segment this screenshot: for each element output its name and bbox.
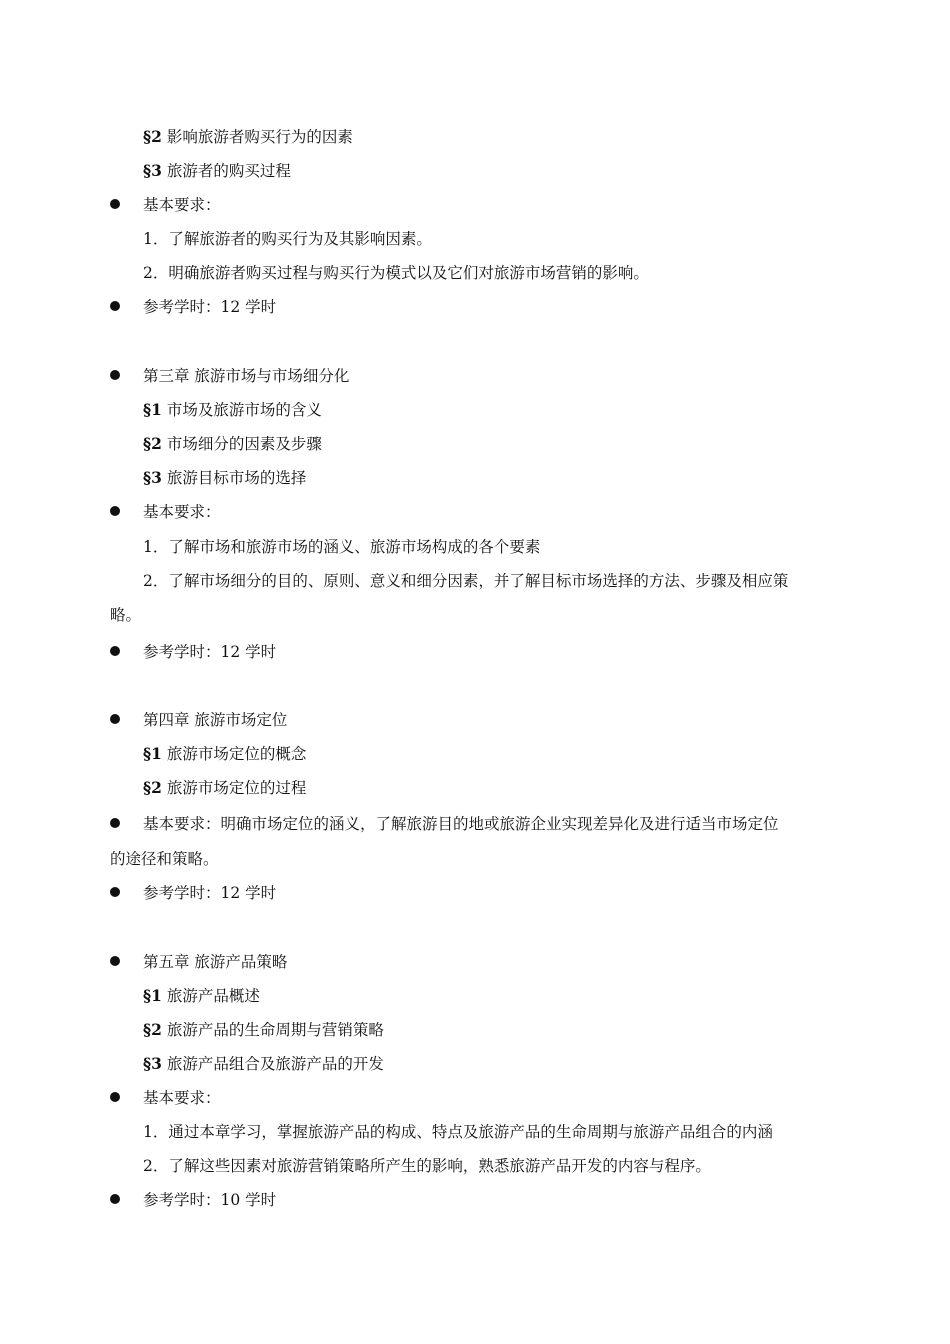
bullet-icon bbox=[110, 887, 120, 897]
requirement-item: 1．通过本章学习，掌握旅游产品的构成、特点及旅游产品的生命周期与旅游产品组合的内涵 bbox=[143, 1123, 773, 1141]
bullet-icon bbox=[110, 506, 120, 516]
bullet-item: 基本要求：明确市场定位的涵义，了解旅游目的地或旅游企业实现差异化及进行适当市场定位 bbox=[110, 813, 850, 835]
bullet-item: 参考学时：12 学时 bbox=[110, 882, 850, 904]
bullet-item: 参考学时：12 学时 bbox=[110, 296, 850, 318]
chapter-heading: 第五章 旅游产品策略 bbox=[110, 951, 850, 973]
section-item: §2 市场细分的因素及步骤 bbox=[143, 434, 322, 453]
bullet-item: 基本要求： bbox=[110, 501, 850, 523]
section-item: §1 旅游产品概述 bbox=[143, 986, 260, 1005]
bullet-icon bbox=[110, 1092, 120, 1102]
bullet-icon bbox=[110, 956, 120, 966]
section-item: §3 旅游目标市场的选择 bbox=[143, 468, 307, 487]
requirement-item: 1．了解市场和旅游市场的涵义、旅游市场构成的各个要素 bbox=[143, 538, 541, 556]
section-item: §1 旅游市场定位的概念 bbox=[143, 744, 307, 763]
section-item: §3 旅游产品组合及旅游产品的开发 bbox=[143, 1054, 384, 1073]
bullet-icon bbox=[110, 714, 120, 724]
section-item: §1 市场及旅游市场的含义 bbox=[143, 400, 322, 419]
bullet-icon bbox=[110, 1194, 120, 1204]
bullet-icon bbox=[110, 646, 120, 656]
bullet-icon bbox=[110, 301, 120, 311]
section-item: §3 旅游者的购买过程 bbox=[143, 161, 291, 180]
requirement-continuation: 的途径和策略。 bbox=[110, 850, 219, 868]
section-item: §2 旅游市场定位的过程 bbox=[143, 778, 307, 797]
bullet-item: 参考学时：10 学时 bbox=[110, 1189, 850, 1211]
bullet-icon bbox=[110, 370, 120, 380]
requirement-item: 2．明确旅游者购买过程与购买行为模式以及它们对旅游市场营销的影响。 bbox=[143, 264, 649, 282]
requirement-item: 2．了解市场细分的目的、原则、意义和细分因素，并了解目标市场选择的方法、步骤及相应策 bbox=[143, 572, 789, 590]
bullet-item: 基本要求： bbox=[110, 1087, 850, 1109]
chapter-heading: 第三章 旅游市场与市场细分化 bbox=[110, 365, 850, 387]
bullet-icon bbox=[110, 199, 120, 209]
section-item: §2 旅游产品的生命周期与营销策略 bbox=[143, 1020, 384, 1039]
requirement-item: 1．了解旅游者的购买行为及其影响因素。 bbox=[143, 230, 432, 248]
chapter-heading: 第四章 旅游市场定位 bbox=[110, 709, 850, 731]
requirement-continuation: 略。 bbox=[110, 606, 142, 624]
bullet-icon bbox=[110, 818, 120, 828]
bullet-item: 基本要求： bbox=[110, 194, 850, 216]
bullet-item: 参考学时：12 学时 bbox=[110, 641, 850, 663]
section-item: §2 影响旅游者购买行为的因素 bbox=[143, 127, 353, 146]
requirement-item: 2．了解这些因素对旅游营销策略所产生的影响，熟悉旅游产品开发的内容与程序。 bbox=[143, 1157, 711, 1175]
